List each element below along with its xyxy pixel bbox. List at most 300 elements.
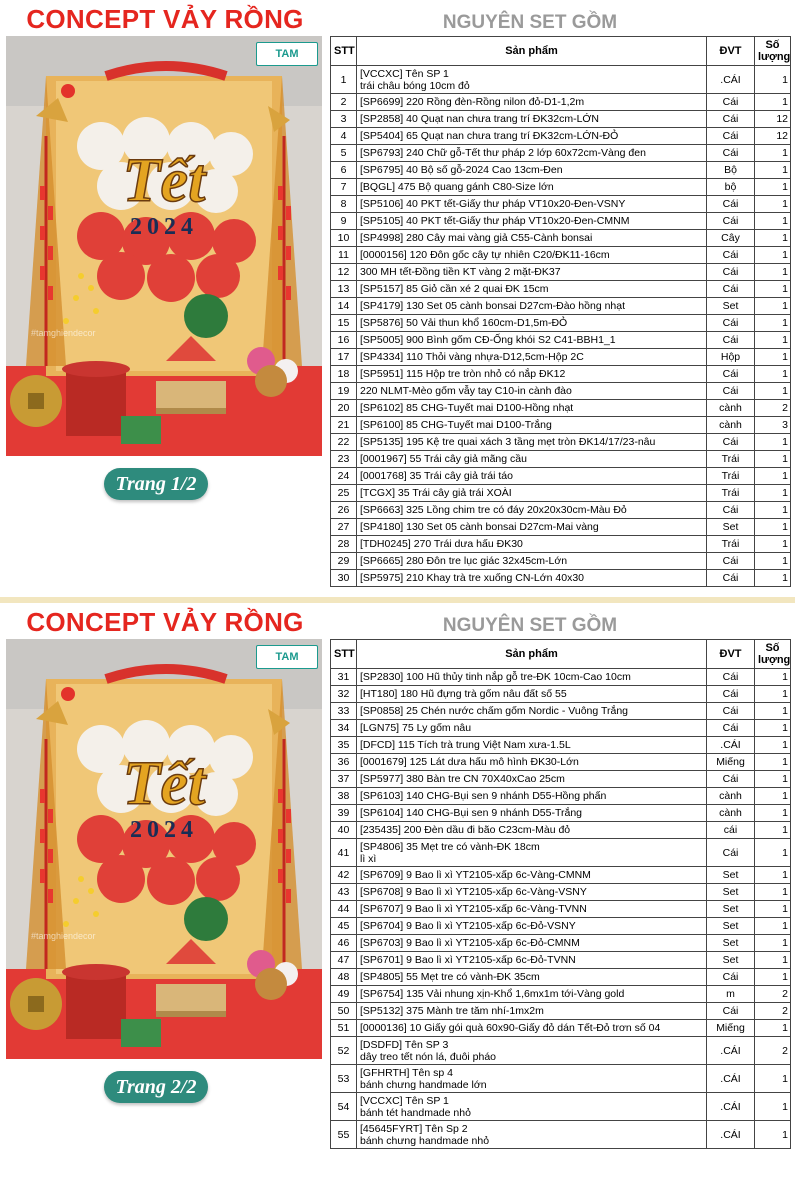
table-row (331, 669, 791, 686)
row-stt: 40 (331, 822, 357, 839)
table-row (331, 720, 791, 737)
row-unit: .CÁI (707, 1121, 755, 1149)
row-unit: Cái (707, 839, 755, 867)
row-product (357, 468, 707, 485)
row-unit: Trái (707, 451, 755, 468)
row-stt: 39 (331, 805, 357, 822)
table-row (331, 264, 791, 281)
page-2 (0, 603, 795, 1200)
product-name: [SP0858] 25 Chén nước chấm gốm Nordic - Vuông Trắng (360, 705, 629, 717)
row-product (357, 434, 707, 451)
product-name: [SP6663] 325 Lồng chim tre có đáy 20x20x30cm-Màu Đỏ (360, 504, 627, 516)
row-stt: 18 (331, 366, 357, 383)
row-stt: 30 (331, 570, 357, 587)
row-product (357, 1020, 707, 1037)
table-row (331, 536, 791, 553)
row-qty: 1 (755, 179, 791, 196)
table-row (331, 230, 791, 247)
row-product (357, 918, 707, 935)
row-qty: 1 (755, 145, 791, 162)
row-unit: Cái (707, 1003, 755, 1020)
product-name: [0001768] 35 Trái cây giả trái táo (360, 470, 513, 482)
row-product (357, 839, 707, 867)
product-table (330, 639, 791, 1149)
row-stt: 31 (331, 669, 357, 686)
row-unit: Set (707, 918, 755, 935)
row-qty: 1 (755, 669, 791, 686)
table-row (331, 417, 791, 434)
row-product (357, 264, 707, 281)
product-name: [SP5876] 50 Vải thun khổ 160cm-D1,5m-ĐỎ (360, 317, 568, 329)
table-row (331, 111, 791, 128)
row-product (357, 737, 707, 754)
row-product (357, 1065, 707, 1093)
row-qty: 1 (755, 66, 791, 94)
svg-text:Tết: Tết (122, 750, 206, 818)
row-unit: Trái (707, 468, 755, 485)
row-product (357, 867, 707, 884)
row-product (357, 366, 707, 383)
table-row (331, 179, 791, 196)
photo-frame (6, 36, 322, 456)
page-label: Trang 1/2 (104, 468, 208, 500)
table-row (331, 867, 791, 884)
table-row (331, 884, 791, 901)
product-name: [0000156] 120 Đôn gốc cây tự nhiên C20/ĐK11-16cm (360, 249, 610, 261)
row-unit: Cây (707, 230, 755, 247)
logo-text: TAM (275, 48, 299, 60)
row-product (357, 952, 707, 969)
decor-photo (6, 36, 322, 456)
row-product (357, 94, 707, 111)
product-name: [SP4998] 280 Cây mai vàng giả C55-Cành bonsai (360, 232, 593, 244)
product-subname: lì xì (360, 852, 377, 865)
row-product (357, 196, 707, 213)
row-stt: 32 (331, 686, 357, 703)
svg-text:2024: 2024 (130, 214, 198, 240)
row-stt: 28 (331, 536, 357, 553)
product-name: [SP6709] 9 Bao lì xì YT2105-xấp 6c-Vàng-CMNM (360, 869, 591, 881)
product-name: [TDH0245] 270 Trái dưa hấu ĐK30 (360, 538, 523, 550)
row-qty: 1 (755, 451, 791, 468)
row-stt: 16 (331, 332, 357, 349)
row-unit: Set (707, 867, 755, 884)
row-unit: Cái (707, 366, 755, 383)
table-row (331, 451, 791, 468)
row-stt: 25 (331, 485, 357, 502)
row-stt: 47 (331, 952, 357, 969)
row-product (357, 179, 707, 196)
row-unit: Cái (707, 570, 755, 587)
row-qty: 1 (755, 1020, 791, 1037)
row-qty: 1 (755, 196, 791, 213)
row-stt: 9 (331, 213, 357, 230)
table-row (331, 281, 791, 298)
logo-text: TAM (275, 651, 299, 663)
product-name: [VCCXC] Tên SP 1 (360, 1094, 449, 1107)
row-unit: Cái (707, 196, 755, 213)
row-product (357, 788, 707, 805)
table-row (331, 519, 791, 536)
table-row (331, 805, 791, 822)
product-name: [BQGL] 475 Bộ quang gánh C80-Size lớn (360, 181, 554, 193)
row-product (357, 1003, 707, 1020)
row-stt: 54 (331, 1093, 357, 1121)
row-stt: 37 (331, 771, 357, 788)
row-unit: Cái (707, 111, 755, 128)
row-stt: 21 (331, 417, 357, 434)
row-unit: Cái (707, 281, 755, 298)
table-row (331, 1037, 791, 1065)
row-qty: 2 (755, 400, 791, 417)
row-product (357, 720, 707, 737)
concept-title: CONCEPT VẢY RỒNG (26, 607, 304, 637)
row-unit: Cái (707, 264, 755, 281)
product-name: [235435] 200 Đèn dầu đi bão C23cm-Màu đỏ (360, 824, 571, 836)
row-qty: 1 (755, 298, 791, 315)
row-stt: 20 (331, 400, 357, 417)
row-stt: 43 (331, 884, 357, 901)
table-row (331, 703, 791, 720)
row-stt: 42 (331, 867, 357, 884)
row-product (357, 1037, 707, 1065)
table-row (331, 366, 791, 383)
product-name: [SP5951] 115 Hộp tre tròn nhỏ có nắp ĐK12 (360, 368, 566, 380)
row-unit: Cái (707, 969, 755, 986)
row-unit: cành (707, 805, 755, 822)
row-stt: 3 (331, 111, 357, 128)
product-name: [SP5132] 375 Mành tre tăm nhí-1mx2m (360, 1005, 544, 1017)
table-row (331, 128, 791, 145)
table-row (331, 434, 791, 451)
row-product (357, 383, 707, 400)
row-unit: Set (707, 901, 755, 918)
row-qty: 1 (755, 686, 791, 703)
row-qty: 1 (755, 839, 791, 867)
row-unit: Cái (707, 315, 755, 332)
row-product (357, 162, 707, 179)
table-row (331, 553, 791, 570)
decor-photo (6, 639, 322, 1059)
row-unit: Cái (707, 383, 755, 400)
table-row (331, 986, 791, 1003)
row-unit: .CÁI (707, 1037, 755, 1065)
row-product (357, 349, 707, 366)
row-qty: 1 (755, 383, 791, 400)
product-name: [SP4334] 110 Thỏi vàng nhựa-D12,5cm-Hộp 2C (360, 351, 584, 363)
row-stt: 4 (331, 128, 357, 145)
product-name: [SP5404] 65 Quạt nan chưa trang trí ĐK32cm-LỚN-ĐỎ (360, 130, 619, 142)
row-qty: 1 (755, 213, 791, 230)
table-row (331, 822, 791, 839)
table-row (331, 1003, 791, 1020)
row-product (357, 884, 707, 901)
product-table (330, 36, 791, 587)
row-stt: 23 (331, 451, 357, 468)
product-name: [SP5005] 900 Bình gốm CĐ-Ống khói S2 C41-BBH1_1 (360, 334, 616, 346)
row-qty: 1 (755, 247, 791, 264)
row-qty: 2 (755, 1003, 791, 1020)
row-unit: .CÁI (707, 66, 755, 94)
row-unit: cái (707, 822, 755, 839)
row-unit: Set (707, 884, 755, 901)
row-stt: 41 (331, 839, 357, 867)
table-row (331, 94, 791, 111)
row-qty: 1 (755, 788, 791, 805)
row-unit: Cái (707, 771, 755, 788)
page-1 (0, 0, 795, 597)
row-product (357, 298, 707, 315)
row-product (357, 213, 707, 230)
row-unit: Trái (707, 485, 755, 502)
row-stt: 8 (331, 196, 357, 213)
row-product (357, 417, 707, 434)
table-row (331, 247, 791, 264)
row-product (357, 281, 707, 298)
row-qty: 1 (755, 281, 791, 298)
row-qty: 1 (755, 703, 791, 720)
product-name: [SP6754] 135 Vải nhung xịn-Khổ 1,6mx1m tới-Vàng gold (360, 988, 625, 1000)
product-name: [SP5977] 380 Bàn tre CN 70X40xCao 25cm (360, 773, 565, 785)
row-unit: cành (707, 400, 755, 417)
row-stt: 15 (331, 315, 357, 332)
col-header-product: Sản phẩm (357, 37, 707, 66)
product-name: [SP4806] 35 Mẹt tre có vành-ĐK 18cm (360, 840, 540, 853)
table-row (331, 952, 791, 969)
row-product (357, 669, 707, 686)
row-stt: 5 (331, 145, 357, 162)
product-name: [SP6103] 140 CHG-Bụi sen 9 nhánh D55-Hồng phấn (360, 790, 607, 802)
row-qty: 1 (755, 867, 791, 884)
page-label: Trang 2/2 (104, 1071, 208, 1103)
svg-text:#tamghiendecor: #tamghiendecor (31, 931, 96, 941)
row-stt: 22 (331, 434, 357, 451)
product-name: [0001679] 125 Lát dưa hấu mô hình ĐK30-Lớn (360, 756, 579, 768)
row-product (357, 485, 707, 502)
table-row (331, 771, 791, 788)
product-name: [SP6704] 9 Bao lì xì YT2105-xấp 6c-Đỏ-VSNY (360, 920, 576, 932)
row-stt: 44 (331, 901, 357, 918)
product-name: [TCGX] 35 Trái cây giả trái XOÀI (360, 487, 512, 499)
table-row (331, 349, 791, 366)
row-product (357, 901, 707, 918)
row-product (357, 315, 707, 332)
row-qty: 3 (755, 417, 791, 434)
row-unit: Cái (707, 434, 755, 451)
row-stt: 38 (331, 788, 357, 805)
row-stt: 17 (331, 349, 357, 366)
set-title: NGUYÊN SET GỒM (442, 615, 618, 636)
tam-logo (256, 42, 318, 66)
table-row (331, 754, 791, 771)
row-product (357, 771, 707, 788)
row-stt: 24 (331, 468, 357, 485)
row-unit: Bộ (707, 162, 755, 179)
product-name: [HT180] 180 Hũ đựng trà gốm nâu đất số 55 (360, 688, 567, 700)
product-name: [45645FYRT] Tên Sp 2 (360, 1122, 468, 1135)
row-qty: 1 (755, 901, 791, 918)
row-qty: 1 (755, 349, 791, 366)
row-stt: 52 (331, 1037, 357, 1065)
row-unit: Set (707, 519, 755, 536)
row-unit: Cái (707, 128, 755, 145)
table-row (331, 901, 791, 918)
table-row (331, 485, 791, 502)
product-subname: bánh chưng handmade nhỏ (360, 1134, 490, 1147)
row-product (357, 400, 707, 417)
row-qty: 1 (755, 502, 791, 519)
row-unit: Miếng (707, 754, 755, 771)
product-name: [SP6793] 240 Chữ gỗ-Tết thư pháp 2 lớp 60x72cm-Vàng đen (360, 147, 646, 159)
table-row (331, 400, 791, 417)
row-stt: 10 (331, 230, 357, 247)
row-stt: 51 (331, 1020, 357, 1037)
row-qty: 1 (755, 771, 791, 788)
row-unit: Miếng (707, 1020, 755, 1037)
row-unit: Cái (707, 213, 755, 230)
row-product (357, 986, 707, 1003)
row-qty: 12 (755, 111, 791, 128)
photo-frame (6, 639, 322, 1059)
product-name: [SP4180] 130 Set 05 cành bonsai D27cm-Mai vàng (360, 521, 599, 533)
row-unit: Cái (707, 669, 755, 686)
table-row (331, 145, 791, 162)
row-product (357, 570, 707, 587)
row-qty: 1 (755, 1093, 791, 1121)
product-name: [0001967] 55 Trái cây giả mãng cầu (360, 453, 527, 465)
row-qty: 1 (755, 264, 791, 281)
row-stt: 27 (331, 519, 357, 536)
row-qty: 1 (755, 1121, 791, 1149)
product-name: [SP6701] 9 Bao lì xì YT2105-xấp 6c-Đỏ-TVNN (360, 954, 576, 966)
product-name: [SP5105] 40 PKT tết-Giấy thư pháp VT10x20-Đen-CMNM (360, 215, 630, 227)
row-unit: Set (707, 935, 755, 952)
row-product (357, 111, 707, 128)
row-stt: 19 (331, 383, 357, 400)
tam-logo (256, 645, 318, 669)
row-product (357, 247, 707, 264)
row-product (357, 822, 707, 839)
product-name: [SP5975] 210 Khay trà tre xuống CN-Lớn 40x30 (360, 572, 585, 584)
table-row (331, 502, 791, 519)
row-qty: 1 (755, 553, 791, 570)
row-qty: 1 (755, 434, 791, 451)
row-stt: 14 (331, 298, 357, 315)
concept-title: CONCEPT VẢY RỒNG (26, 4, 304, 34)
row-stt: 50 (331, 1003, 357, 1020)
row-qty: 12 (755, 128, 791, 145)
col-header-product: Sản phẩm (357, 640, 707, 669)
row-product (357, 805, 707, 822)
product-name: 220 NLMT-Mèo gốm vẫy tay C10-in cành đào (360, 385, 572, 397)
table-row (331, 1093, 791, 1121)
row-qty: 1 (755, 935, 791, 952)
row-stt: 35 (331, 737, 357, 754)
col-header-unit: ĐVT (707, 37, 755, 66)
row-unit: Cái (707, 332, 755, 349)
row-unit: Cái (707, 94, 755, 111)
row-product (357, 128, 707, 145)
row-stt: 49 (331, 986, 357, 1003)
row-qty: 1 (755, 918, 791, 935)
row-stt: 26 (331, 502, 357, 519)
row-qty: 1 (755, 1065, 791, 1093)
row-qty: 1 (755, 468, 791, 485)
row-qty: 1 (755, 737, 791, 754)
row-product (357, 969, 707, 986)
row-unit: cành (707, 788, 755, 805)
row-qty: 1 (755, 94, 791, 111)
product-name: [SP2858] 40 Quạt nan chưa trang trí ĐK32cm-LỚN (360, 113, 599, 125)
product-name: [SP6703] 9 Bao lì xì YT2105-xấp 6c-Đỏ-CMNM (360, 937, 580, 949)
table-row (331, 788, 791, 805)
row-product (357, 703, 707, 720)
row-unit: Cái (707, 703, 755, 720)
row-qty: 1 (755, 720, 791, 737)
set-title: NGUYÊN SET GỒM (442, 12, 618, 33)
table-row (331, 1065, 791, 1093)
row-product (357, 1121, 707, 1149)
row-product (357, 66, 707, 94)
row-product (357, 502, 707, 519)
row-qty: 2 (755, 1037, 791, 1065)
row-qty: 1 (755, 366, 791, 383)
row-unit: Set (707, 952, 755, 969)
product-name: [SP6102] 85 CHG-Tuyết mai D100-Hồng nhạt (360, 402, 574, 414)
row-product (357, 553, 707, 570)
table-row (331, 162, 791, 179)
product-name: [SP4805] 55 Mẹt tre có vành-ĐK 35cm (360, 971, 540, 983)
product-name: [SP6707] 9 Bao lì xì YT2105-xấp 6c-Vàng-TVNN (360, 903, 587, 915)
product-name: [SP4179] 130 Set 05 cành bonsai D27cm-Đào hồng nhạt (360, 300, 626, 312)
product-name: [SP5157] 85 Giỏ cần xé 2 quai ĐK 15cm (360, 283, 549, 295)
svg-text:Tết: Tết (122, 147, 206, 215)
product-name: [DFCD] 115 Tích trà trung Việt Nam xưa-1.5L (360, 739, 571, 751)
row-qty: 1 (755, 162, 791, 179)
row-stt: 13 (331, 281, 357, 298)
row-product (357, 754, 707, 771)
row-qty: 1 (755, 952, 791, 969)
row-unit: m (707, 986, 755, 1003)
row-qty: 1 (755, 332, 791, 349)
product-name: [LGN75] 75 Ly gốm nâu (360, 722, 472, 734)
row-unit: .CÁI (707, 1093, 755, 1121)
table-row (331, 66, 791, 94)
table-row (331, 839, 791, 867)
table-row (331, 570, 791, 587)
row-qty: 1 (755, 754, 791, 771)
col-header-stt: STT (331, 640, 357, 669)
row-product (357, 536, 707, 553)
product-name: [SP6665] 280 Đôn tre lục giác 32x45cm-Lớn (360, 555, 568, 567)
product-name: 300 MH tết-Đồng tiền KT vàng 2 mặt-ĐK37 (360, 266, 561, 278)
product-name: [SP5135] 195 Kệ tre quai xách 3 tầng mẹt tròn ĐK14/17/23-nâu (360, 436, 656, 448)
row-qty: 1 (755, 805, 791, 822)
row-stt: 46 (331, 935, 357, 952)
product-name: [SP6795] 40 Bộ số gỗ-2024 Cao 13cm-Đen (360, 164, 563, 176)
row-unit: Cái (707, 686, 755, 703)
col-header-unit: ĐVT (707, 640, 755, 669)
row-stt: 7 (331, 179, 357, 196)
row-qty: 1 (755, 570, 791, 587)
product-name: [SP5106] 40 PKT tết-Giấy thư pháp VT10x20-Đen-VSNY (360, 198, 626, 210)
row-product (357, 332, 707, 349)
col-header-stt: STT (331, 37, 357, 66)
table-row (331, 737, 791, 754)
row-qty: 1 (755, 822, 791, 839)
product-name: [SP6100] 85 CHG-Tuyết mai D100-Trắng (360, 419, 552, 431)
row-unit: Set (707, 298, 755, 315)
